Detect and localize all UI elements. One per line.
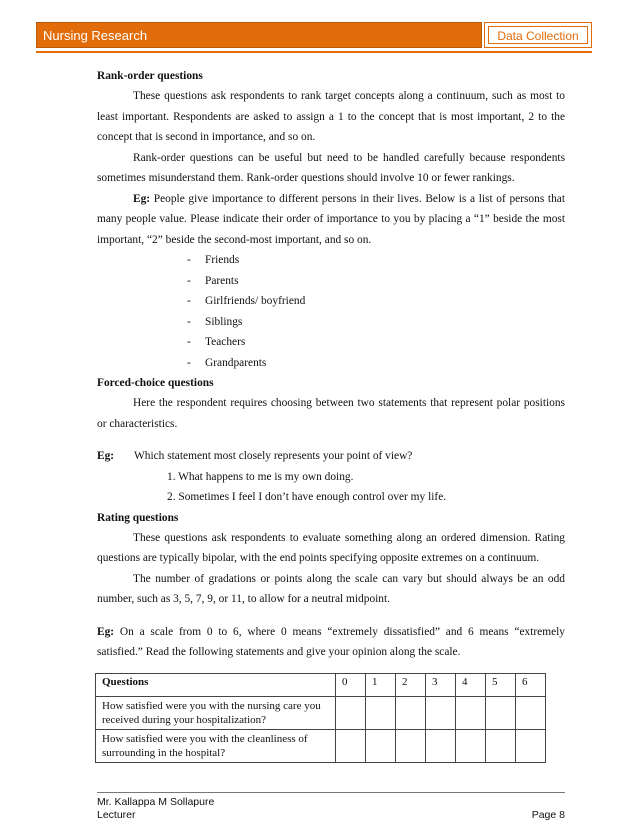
forced-choice-example	[97, 446, 565, 467]
rating-cell[interactable]	[486, 696, 516, 729]
scale-header: 1	[366, 673, 396, 696]
rating-paragraph-1: These questions ask respondents to evaluate something along an ordered dimension. Rating questions are typically bipolar, with the end points specifying opposite extremes on a continuum.	[97, 531, 565, 564]
rating-paragraph-2: The number of gradations or points along the scale can vary but should always be an odd number, such as 3, 5, 7, 9, or 11, to allow for a neutral midpoint.	[97, 572, 565, 605]
example-label: Eg:	[133, 192, 151, 205]
option-item: 2. Sometimes I feel I don’t have enough control over my life.	[167, 491, 447, 503]
list-item: - Girlfriends/ boyfriend	[187, 295, 306, 307]
header-divider	[36, 51, 592, 53]
rating-cell[interactable]	[516, 729, 546, 762]
page-content	[97, 66, 565, 763]
example-text: People give importance to different persons in their lives. Below is a list of persons that many people value. Please indicate their order of importance to you by placing a “1” beside the most important, “2” beside the second-most important, and so on.	[97, 192, 565, 246]
header-section-title: Data Collection	[488, 26, 588, 44]
rating-cell[interactable]	[456, 729, 486, 762]
rating-cell[interactable]	[486, 729, 516, 762]
scale-header: 2	[396, 673, 426, 696]
rank-order-heading: Rank-order questions	[97, 70, 203, 82]
option-item: 1. What happens to me is my own doing.	[167, 470, 354, 483]
rating-cell[interactable]	[336, 696, 366, 729]
scale-header: 0	[336, 673, 366, 696]
forced-choice-paragraph: Here the respondent requires choosing between two statements that represent polar positions or characteristics.	[97, 397, 565, 430]
table-row	[96, 696, 546, 729]
rating-cell[interactable]	[366, 729, 396, 762]
list-item: - Grandparents	[187, 356, 267, 369]
header-section-box	[484, 22, 592, 48]
list-item: - Parents	[187, 274, 239, 287]
rating-cell[interactable]	[456, 696, 486, 729]
rating-cell[interactable]	[396, 696, 426, 729]
list-item: - Teachers	[187, 336, 246, 348]
question-cell: How satisfied were you with the nursing care you received during your hospitalization?	[96, 696, 336, 729]
page-number: Page 8	[531, 809, 565, 821]
forced-choice-heading: Forced-choice questions	[97, 377, 214, 389]
rating-cell[interactable]	[426, 729, 456, 762]
rating-cell[interactable]	[396, 729, 426, 762]
question-cell: How satisfied were you with the cleanliness of surrounding in the hospital?	[96, 729, 336, 762]
rank-order-paragraph-1: These questions ask respondents to rank target concepts along a continuum, such as most to least important. Respondents are asked to assign a 1 to the concept that is most important, 2 to the concept that is second in importance, and so on.	[97, 90, 565, 143]
rating-heading: Rating questions	[97, 511, 179, 524]
page-header	[36, 22, 592, 50]
rating-cell[interactable]	[516, 696, 546, 729]
scale-header: 4	[456, 673, 486, 696]
table-header-row	[96, 673, 546, 696]
list-item: - Friends	[187, 254, 240, 266]
rating-example	[97, 622, 565, 663]
footer-role: Lecturer	[97, 809, 136, 821]
table-header-questions: Questions	[96, 673, 336, 696]
example-text: Which statement most closely represents your point of view?	[134, 450, 413, 462]
rating-cell[interactable]	[426, 696, 456, 729]
rank-order-paragraph-2: Rank-order questions can be useful but need to be handled carefully because respondents sometimes misunderstand them. Rank-order questions should involve 10 or fewer rankings.	[97, 151, 565, 184]
header-title: Nursing Research	[36, 22, 482, 48]
rank-order-example	[97, 189, 565, 251]
scale-header: 5	[486, 673, 516, 696]
example-label: Eg:	[97, 450, 115, 462]
scale-header: 6	[516, 673, 546, 696]
rank-list	[97, 250, 565, 373]
example-text: On a scale from 0 to 6, where 0 means “extremely dissatisfied” and 6 means “extremely satisfied.” Read the following statements and give your opinion along the scale.	[97, 625, 565, 658]
rating-cell[interactable]	[336, 729, 366, 762]
footer-author: Mr. Kallappa M Sollapure	[97, 796, 215, 808]
example-label: Eg:	[97, 625, 115, 638]
list-item: - Siblings	[187, 315, 243, 328]
scale-header: 3	[426, 673, 456, 696]
rating-table	[95, 673, 546, 763]
page-footer	[97, 792, 565, 822]
table-row	[96, 729, 546, 762]
rating-cell[interactable]	[366, 696, 396, 729]
